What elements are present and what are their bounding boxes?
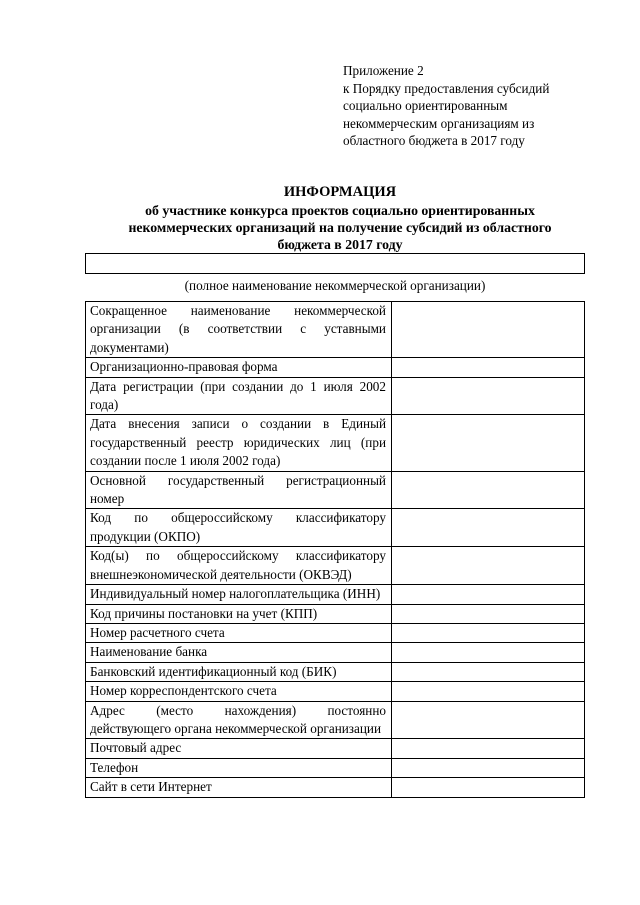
document-subtitle: [95, 202, 585, 253]
row-label: Сайт в сети Интернет: [86, 778, 392, 797]
table-row: [86, 547, 585, 585]
row-label: Телефон: [86, 758, 392, 777]
row-label: Почтовый адрес: [86, 739, 392, 758]
table-row: [86, 377, 585, 415]
document-heading: [95, 183, 585, 253]
appendix-line: социально ориентированным: [343, 98, 508, 113]
subtitle-line: некоммерческих организаций на получение субсидий из областного: [128, 220, 552, 235]
row-label: Код по общероссийскому классификатору продукции (ОКПО): [86, 509, 392, 547]
appendix-line: областного бюджета в 2017 году: [343, 133, 525, 148]
row-value-field[interactable]: [392, 509, 585, 547]
row-value-field[interactable]: [392, 662, 585, 681]
appendix-line: к Порядку предоставления субсидий: [343, 80, 550, 96]
appendix-line: некоммерческим организациям из: [343, 115, 535, 131]
document-title: ИНФОРМАЦИЯ: [283, 184, 397, 200]
table-row: [86, 778, 585, 797]
table-row: [86, 509, 585, 547]
row-label: Адрес (место нахождения) постоянно действующего органа некоммерческой организации: [86, 701, 392, 739]
row-value-field[interactable]: [392, 701, 585, 739]
row-value-field[interactable]: [392, 739, 585, 758]
row-value-field[interactable]: [392, 302, 585, 358]
organization-info-table: [85, 301, 585, 798]
row-value-field[interactable]: [392, 623, 585, 642]
row-label: Номер корреспондентского счета: [86, 682, 392, 701]
appendix-line: Приложение 2: [343, 63, 424, 78]
table-row: [86, 623, 585, 642]
row-label: Организационно-правовая форма: [86, 358, 392, 377]
row-label: Индивидуальный номер налогоплательщика (ИНН): [86, 585, 392, 604]
row-value-field[interactable]: [392, 585, 585, 604]
table-row: [86, 758, 585, 777]
row-value-field[interactable]: [392, 377, 585, 415]
table-row: [86, 302, 585, 358]
row-label: Код(ы) по общероссийскому классификатору внешнеэкономической деятельности (ОКВЭД): [86, 547, 392, 585]
table-row: [86, 415, 585, 471]
subtitle-line: бюджета в 2017 году: [277, 237, 403, 252]
row-label: Номер расчетного счета: [86, 623, 392, 642]
organization-full-name-field[interactable]: [85, 253, 585, 274]
row-value-field[interactable]: [392, 471, 585, 509]
table-row: [86, 604, 585, 623]
row-value-field[interactable]: [392, 778, 585, 797]
row-label: Банковский идентификационный код (БИК): [86, 662, 392, 681]
row-label: Основной государственный регистрационный номер: [86, 471, 392, 509]
table-row: [86, 471, 585, 509]
table-row: [86, 358, 585, 377]
table-row: [86, 662, 585, 681]
row-label: Наименование банка: [86, 643, 392, 662]
row-label: Сокращенное наименование некоммерческой организации (в соответствии с уставными документами): [86, 302, 392, 358]
table-row: [86, 643, 585, 662]
row-value-field[interactable]: [392, 547, 585, 585]
row-value-field[interactable]: [392, 415, 585, 471]
row-label: Код причины постановки на учет (КПП): [86, 604, 392, 623]
organization-full-name-caption: (полное наименование некоммерческой организации): [184, 278, 486, 293]
row-label: Дата регистрации (при создании до 1 июля 2002 года): [86, 377, 392, 415]
appendix-note: [343, 62, 603, 150]
row-value-field[interactable]: [392, 604, 585, 623]
subtitle-line: об участнике конкурса проектов социально ориентированных: [145, 203, 535, 218]
table-row: [86, 682, 585, 701]
row-value-field[interactable]: [392, 758, 585, 777]
row-value-field[interactable]: [392, 643, 585, 662]
row-value-field[interactable]: [392, 358, 585, 377]
table-row: [86, 739, 585, 758]
table-row: [86, 701, 585, 739]
row-value-field[interactable]: [392, 682, 585, 701]
table-row: [86, 585, 585, 604]
row-label: Дата внесения записи о создании в Единый государственный реестр юридических лиц (при создании после 1 июля 2002 года): [86, 415, 392, 471]
